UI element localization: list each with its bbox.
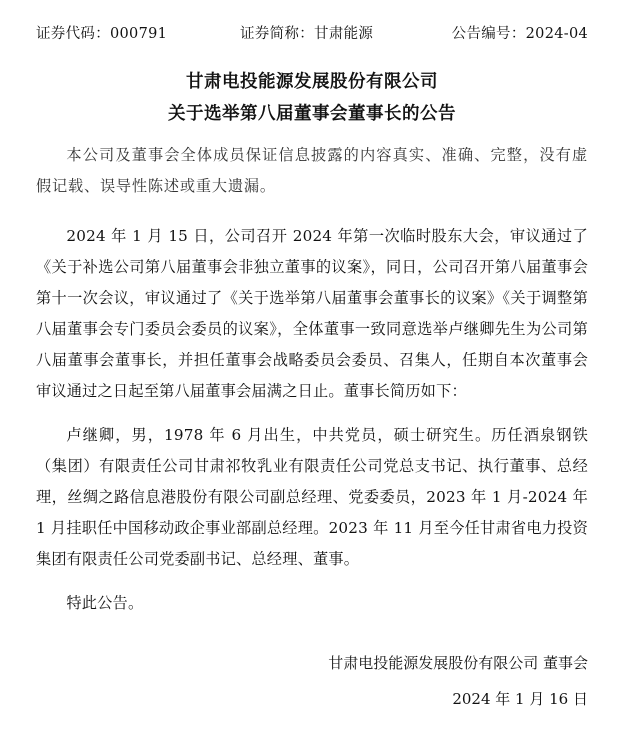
notice-title: 关于选举第八届董事会董事长的公告 (168, 104, 456, 124)
company-title: 甘肃电投能源发展股份有限公司 (186, 72, 438, 92)
document-header (36, 22, 588, 44)
main-paragraph: 2024 年 1 月 15 日，公司召开 2024 年第一次临时股东大会，审议通过了《关于补选公司第八届董事会非独立董事的议案》，同日，公司召开第八届董事会第十一次会议，审议通过了《关于选举第八届董事会董事长的议案》《关于调整第八届董事会专门委员会委员的议案》，全体董事一致同意选举卢继卿先生为公司第八届董事会董事长，并担任董事会战略委员会委员、召集人，任期自本次董事会审议通过之日起至第八届董事会届满之日止。董事长简历如下： (36, 227, 588, 400)
stock-code: 证券代码：000791 (36, 26, 168, 42)
declaration-paragraph: 本公司及董事会全体成员保证信息披露的内容真实、准确、完整，没有虚假记载、误导性陈述或重大遗漏。 (36, 146, 588, 195)
stock-name: 证券简称：甘肃能源 (240, 26, 374, 42)
signature-company: 甘肃电投能源发展股份有限公司 董事会 (328, 654, 588, 672)
signature-date: 2024 年 1 月 16 日 (452, 690, 588, 708)
closing-paragraph: 特此公告。 (66, 594, 144, 612)
biography-paragraph: 卢继卿，男，1978 年 6 月出生，中共党员，硕士研究生。历任酒泉钢铁（集团）有限责任公司甘肃祁牧乳业有限责任公司党总支书记、执行董事、总经理，丝绸之路信息港股份有限公司副总经理、党委委员，2023 年 1 月-2024 年 1 月挂职任中国移动政企事业部副总经理。2023 年 11 月至今任甘肃省电力投资集团有限责任公司党委副书记、总经理、董事。 (36, 426, 588, 568)
notice-number: 公告编号：2024-04 (451, 26, 588, 42)
